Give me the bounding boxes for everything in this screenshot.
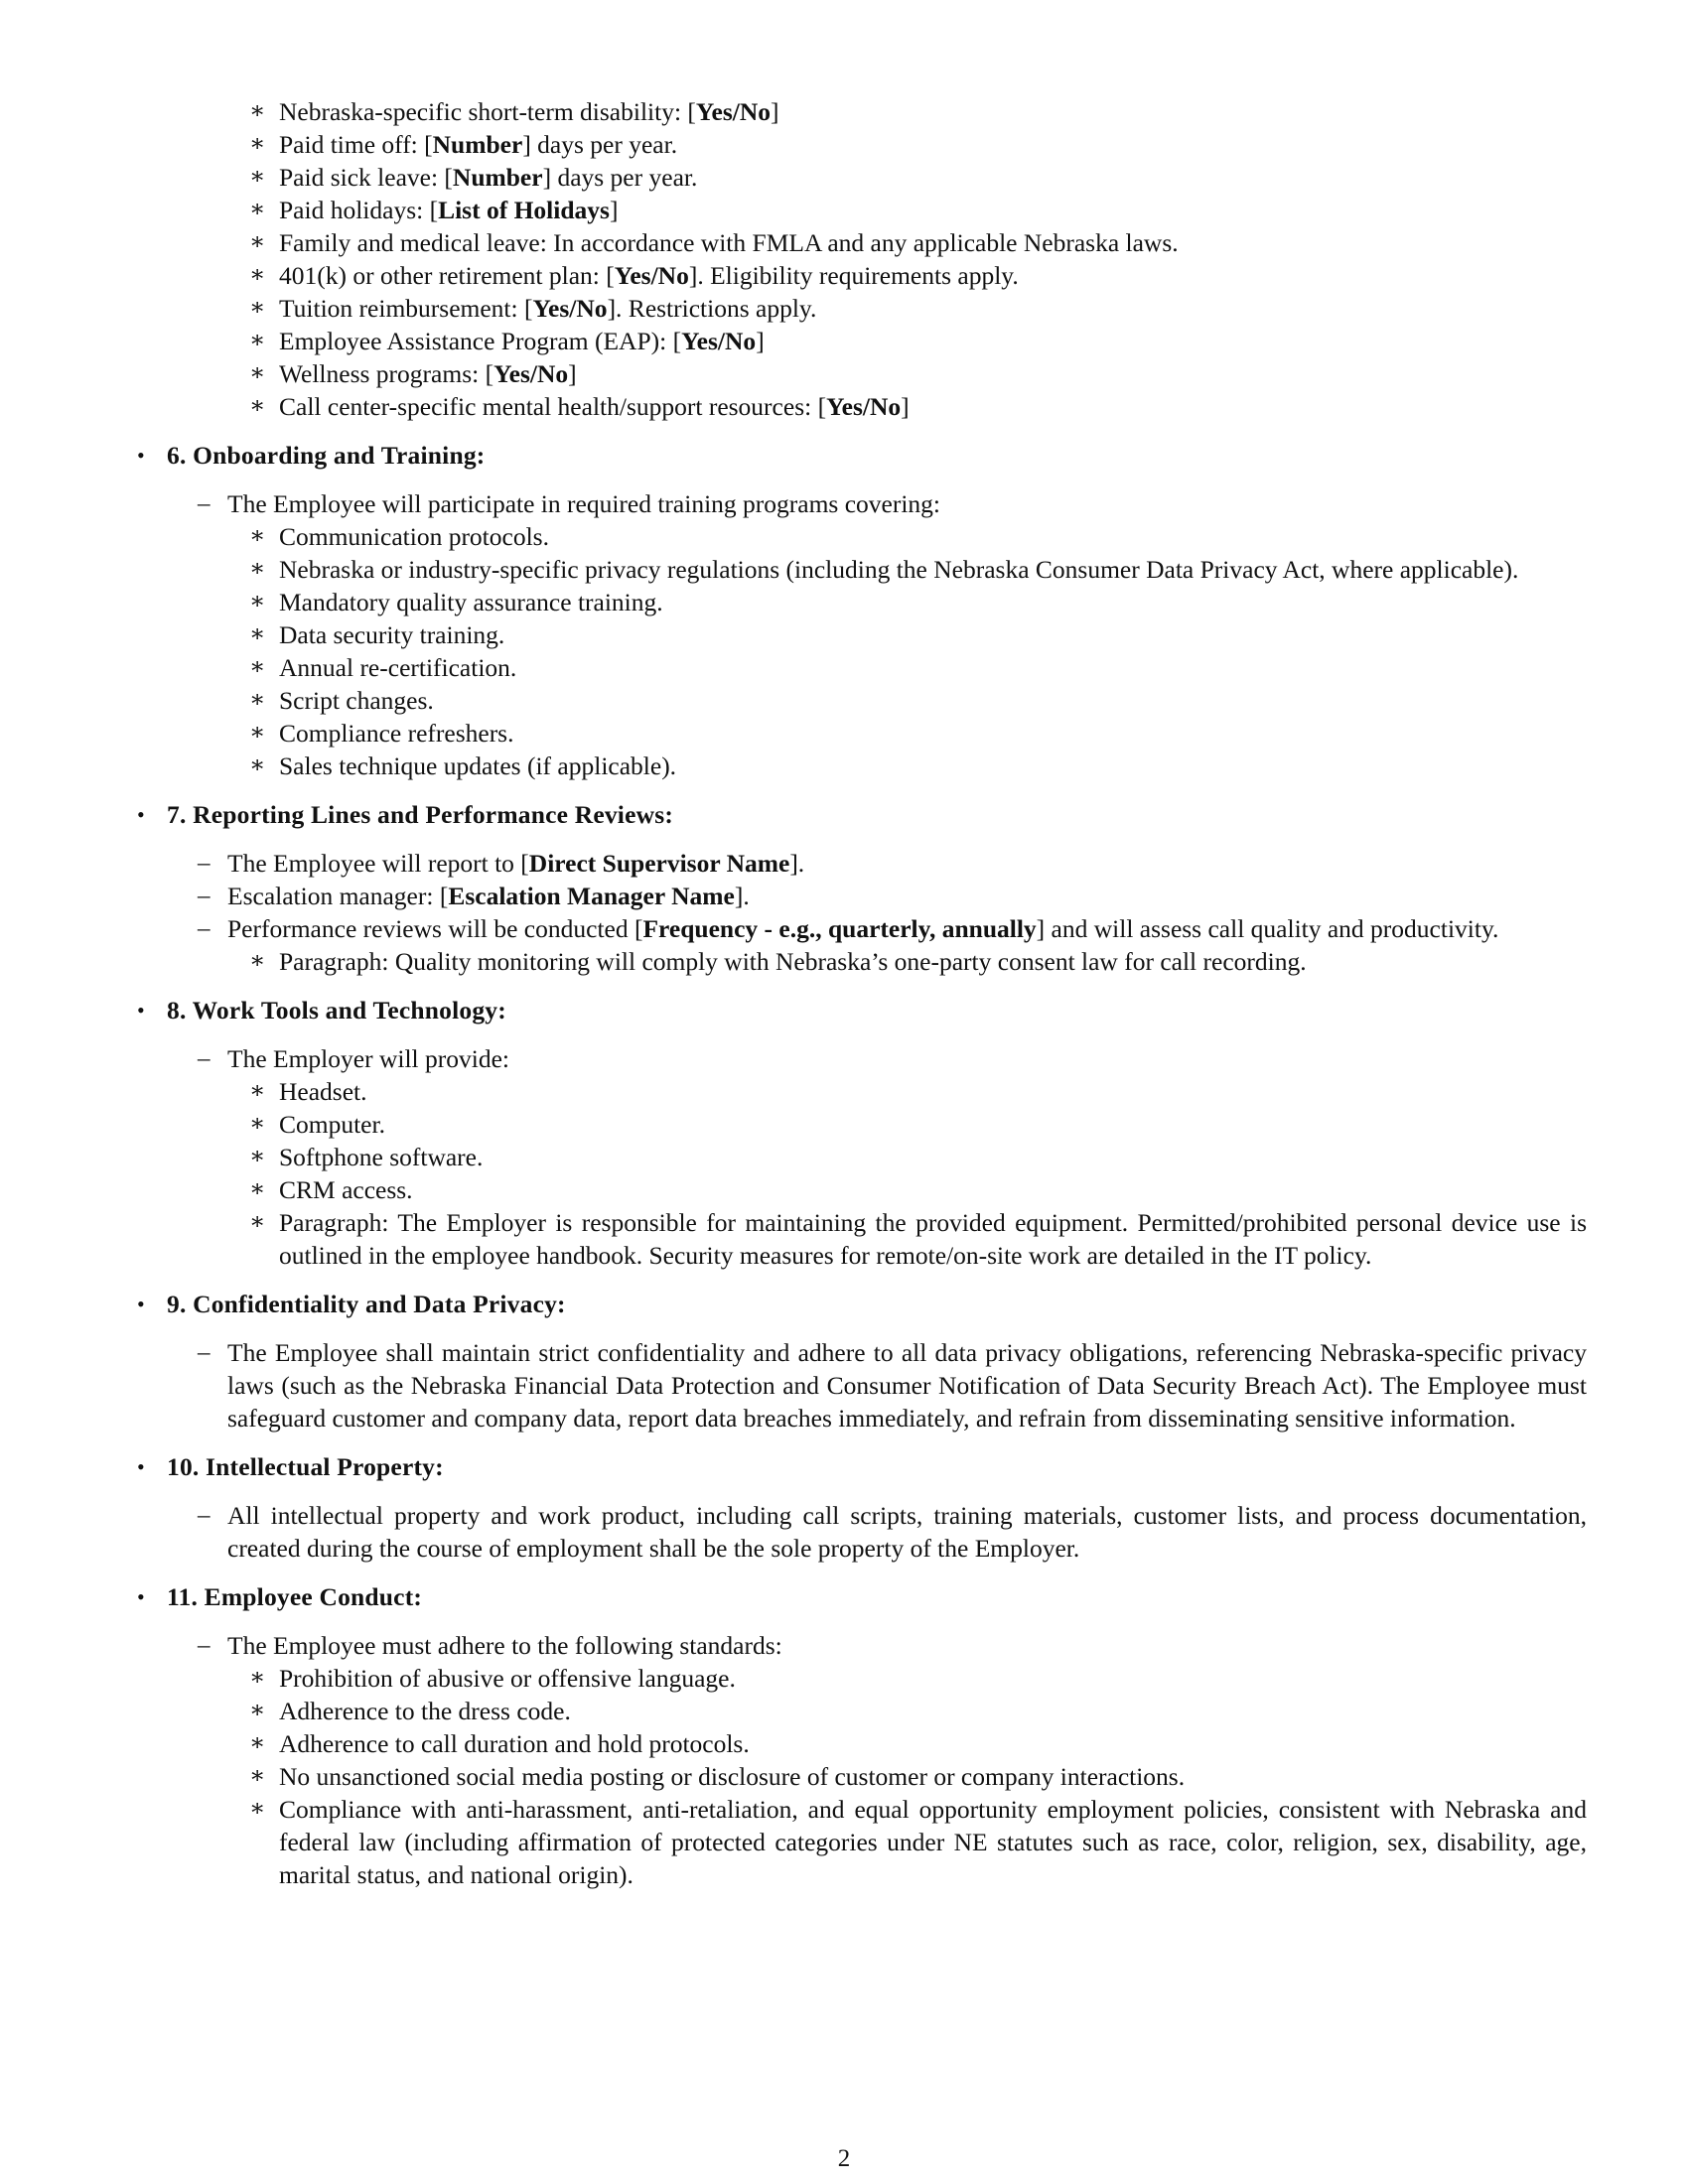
bullet-marker: • [137, 1292, 145, 1316]
list-item-text: The Employer will provide: [227, 1044, 509, 1073]
sub-list-item-text: Annual re-certification. [279, 653, 517, 682]
sub-list-item-text: Compliance refreshers. [279, 719, 514, 748]
page-number: 2 [837, 2145, 851, 2172]
star-marker: ∗ [249, 1078, 266, 1104]
section-heading-text: 6. Onboarding and Training: [167, 441, 486, 470]
list-item-text: The Employee shall maintain strict confidentiality and adhere to all data privacy obligations, referencing Nebraska-specific privacy laws (such as the Nebraska Financial Data Protection and Consumer Notification of Data Security Breach Act). The Employee must safeguard customer and company data, report data breaches immediately, and refrain from disseminating sensitive information. [227, 1338, 1587, 1433]
sub-list-item-text: Headset. [279, 1077, 367, 1106]
star-marker: ∗ [249, 948, 266, 974]
placeholder-field: Yes/No [493, 359, 569, 388]
star-marker: ∗ [249, 687, 266, 713]
bullet-marker: • [137, 1584, 145, 1609]
star-marker: ∗ [249, 197, 266, 222]
placeholder-field: Yes/No [681, 327, 757, 355]
sub-list-item-text: Adherence to call duration and hold protocols. [279, 1729, 750, 1758]
list-item-text: Escalation manager: [Escalation Manager Name]. [227, 882, 750, 910]
benefit-item-text: Family and medical leave: In accordance with FMLA and any applicable Nebraska laws. [279, 228, 1179, 257]
sub-list-item-text: Prohibition of abusive or offensive language. [279, 1664, 736, 1693]
list-item-text: The Employee will report to [Direct Supervisor Name]. [227, 849, 805, 878]
sub-list-item-text: Mandatory quality assurance training. [279, 588, 663, 616]
star-marker: ∗ [249, 295, 266, 321]
sub-list-item-text: CRM access. [279, 1175, 413, 1204]
dash-marker: – [198, 490, 211, 517]
star-marker: ∗ [249, 1176, 266, 1202]
star-marker: ∗ [249, 262, 266, 288]
list-item-text: The Employee must adhere to the following standards: [227, 1631, 782, 1660]
placeholder-field: Direct Supervisor Name [528, 849, 790, 878]
star-marker: ∗ [249, 1209, 266, 1235]
placeholder-field: Number [452, 163, 543, 192]
star-marker: ∗ [249, 328, 266, 353]
bullet-marker: • [137, 998, 145, 1023]
sub-list-item-text: Sales technique updates (if applicable). [279, 751, 677, 780]
dash-marker: – [198, 915, 211, 942]
star-marker: ∗ [249, 1111, 266, 1137]
dash-marker: – [198, 1502, 211, 1529]
sub-list-item-text: Nebraska or industry-specific privacy regulations (including the Nebraska Consumer Data Privacy Act, where applicable). [279, 555, 1519, 584]
sub-list-item-text: No unsanctioned social media posting or disclosure of customer or company interactions. [279, 1762, 1186, 1791]
sub-list-item-text: Communication protocols. [279, 522, 549, 551]
bullet-marker: • [137, 1454, 145, 1479]
star-marker: ∗ [249, 589, 266, 614]
placeholder-field: Yes/No [614, 261, 689, 290]
list-item-text: All intellectual property and work product, including call scripts, training materials, customer lists, and process documentation, created during the course of employment shall be the sole property of the Employer. [227, 1501, 1587, 1563]
benefit-item-text: Tuition reimbursement: [Yes/No]. Restrictions apply. [279, 294, 817, 323]
benefit-item-text: Paid sick leave: [Number] days per year. [279, 163, 698, 192]
star-marker: ∗ [249, 1144, 266, 1169]
placeholder-field: Frequency - e.g., quarterly, annually [642, 914, 1037, 943]
section-heading-text: 8. Work Tools and Technology: [167, 996, 506, 1024]
benefit-item-text: 401(k) or other retirement plan: [Yes/No]. Eligibility requirements apply. [279, 261, 1019, 290]
bullet-marker: • [137, 443, 145, 468]
sub-list-item-text: Paragraph: Quality monitoring will comply with Nebraska’s one-party consent law for call recording. [279, 947, 1307, 976]
benefit-item-text: Nebraska-specific short-term disability: [Yes/No] [279, 97, 779, 126]
benefit-item-text: Wellness programs: [Yes/No] [279, 359, 577, 388]
star-marker: ∗ [249, 556, 266, 582]
sub-list-item-text: Paragraph: The Employer is responsible for maintaining the provided equipment. Permitted/prohibited personal device use is outlined in the employee handbook. Security measures for remote/on-site work are detailed in the IT policy. [279, 1208, 1587, 1270]
star-marker: ∗ [249, 654, 266, 680]
placeholder-field: Yes/No [826, 392, 902, 421]
star-marker: ∗ [249, 752, 266, 778]
star-marker: ∗ [249, 229, 266, 255]
sub-list-item-text: Script changes. [279, 686, 434, 715]
star-marker: ∗ [249, 1763, 266, 1789]
sub-list-item-text: Adherence to the dress code. [279, 1697, 571, 1725]
star-marker: ∗ [249, 98, 266, 124]
bullet-marker: • [137, 802, 145, 827]
star-marker: ∗ [249, 164, 266, 190]
dash-marker: – [198, 1339, 211, 1366]
dash-marker: – [198, 1045, 211, 1072]
section-heading-text: 7. Reporting Lines and Performance Reviews: [167, 800, 674, 829]
benefit-item-text: Paid time off: [Number] days per year. [279, 130, 678, 159]
star-marker: ∗ [249, 523, 266, 549]
star-marker: ∗ [249, 1698, 266, 1723]
star-marker: ∗ [249, 720, 266, 746]
section-heading-text: 10. Intellectual Property: [167, 1452, 444, 1481]
star-marker: ∗ [249, 1796, 266, 1822]
sub-list-item-text: Computer. [279, 1110, 385, 1139]
star-marker: ∗ [249, 1730, 266, 1756]
dash-marker: – [198, 883, 211, 909]
benefit-item-text: Employee Assistance Program (EAP): [Yes/No] [279, 327, 765, 355]
list-item-text: Performance reviews will be conducted [Frequency - e.g., quarterly, annually] and will assess call quality and productivity. [227, 914, 1499, 943]
star-marker: ∗ [249, 393, 266, 419]
star-marker: ∗ [249, 131, 266, 157]
benefit-item-text: Paid holidays: [List of Holidays] [279, 196, 619, 224]
benefit-item-text: Call center-specific mental health/support resources: [Yes/No] [279, 392, 910, 421]
sub-list-item-text: Softphone software. [279, 1143, 484, 1171]
placeholder-field: Escalation Manager Name [448, 882, 735, 910]
placeholder-field: Yes/No [532, 294, 608, 323]
placeholder-field: Yes/No [695, 97, 771, 126]
star-marker: ∗ [249, 360, 266, 386]
list-item-text: The Employee will participate in required training programs covering: [227, 489, 941, 518]
section-heading-text: 9. Confidentiality and Data Privacy: [167, 1290, 566, 1318]
placeholder-field: Number [432, 130, 523, 159]
star-marker: ∗ [249, 1665, 266, 1691]
sub-list-item-text: Data security training. [279, 620, 505, 649]
sub-list-item-text: Compliance with anti-harassment, anti-retaliation, and equal opportunity employment policies, consistent with Nebraska and federal law (including affirmation of protected categories under NE statutes such as race, color, religion, sex, disability, age, marital status, and national origin). [279, 1795, 1587, 1889]
placeholder-field: List of Holidays [438, 196, 610, 224]
dash-marker: – [198, 1632, 211, 1659]
dash-marker: – [198, 850, 211, 877]
section-heading-text: 11. Employee Conduct: [167, 1582, 423, 1611]
star-marker: ∗ [249, 621, 266, 647]
